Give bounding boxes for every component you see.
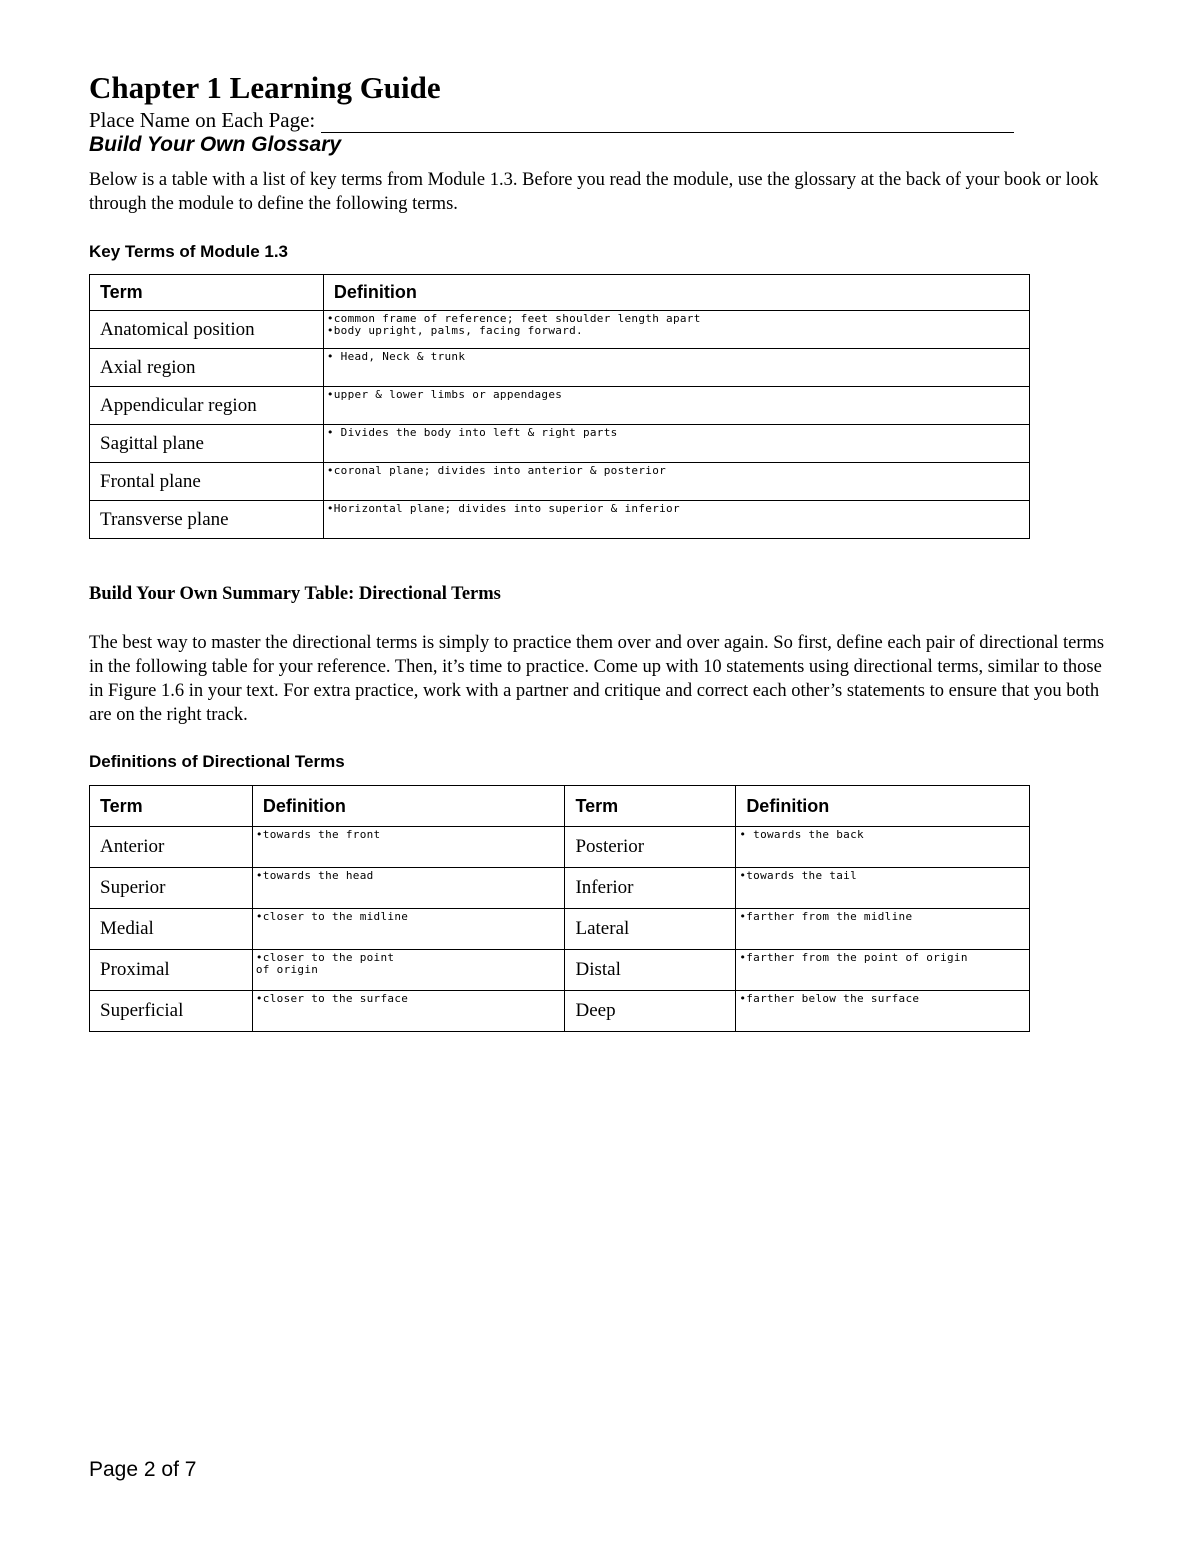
glossary-table [89,274,1030,539]
glossary-term: Frontal plane [90,463,324,501]
glossary-definition: •common frame of reference; feet shoulder length apart •body upright, palms, facing forward. [326,312,701,337]
directional-definition: •towards the head [255,869,374,882]
glossary-term: Axial region [90,349,324,387]
glossary-definition-cell[interactable] [323,463,1029,501]
directional-definition: •towards the front [255,828,381,841]
glossary-definition: •Horizontal plane; divides into superior & inferior [326,502,680,515]
directional-col-definition: Definition [252,786,565,827]
glossary-definition-cell[interactable] [323,425,1029,463]
directional-definition: •farther below the surface [739,992,920,1005]
table-row [90,463,1030,501]
name-line [89,108,1014,133]
directional-term: Superficial [90,991,253,1032]
summary-paragraph: The best way to master the directional terms is simply to practice them over and over again. So first, define each pair of directional terms in the following table for your reference. Then, it’s time to practice. Come up with 10 statements using directional terms, similar to those in Figure 1.6 in your text. For extra practice, work with a partner and critique and correct each other’s statements to ensure that you both are on the right track. [89,633,1105,725]
glossary-header-row [90,275,1030,311]
directional-definition-cell[interactable] [736,950,1030,991]
directional-term: Deep [565,991,736,1032]
directional-definition-cell[interactable] [736,909,1030,950]
name-blank[interactable] [321,110,1014,133]
name-prompt: Place Name on Each Page: [89,108,316,132]
glossary-col-definition: Definition [323,275,1029,311]
glossary-definition: •upper & lower limbs or appendages [326,388,563,401]
directional-definition-cell[interactable] [736,868,1030,909]
glossary-term: Transverse plane [90,501,324,539]
glossary-heading: Key Terms of Module 1.3 [89,242,289,261]
directional-col-term-2: Term [565,786,736,827]
glossary-definition-cell[interactable] [323,501,1029,539]
directional-definition-cell[interactable] [252,909,565,950]
directional-definition: •closer to the point of origin [255,951,395,976]
directional-definition-cell[interactable] [252,950,565,991]
section-subtitle: Build Your Own Glossary [89,133,342,156]
glossary-col-term: Term [90,275,324,311]
table-row [90,387,1030,425]
summary-heading: Build Your Own Summary Table: Directional Terms [89,584,501,604]
directional-definition-cell[interactable] [252,827,565,868]
directional-term: Inferior [565,868,736,909]
directional-definition: •towards the tail [739,869,857,882]
glossary-definition: •coronal plane; divides into anterior & posterior [326,464,667,477]
table-row [90,425,1030,463]
directional-term: Lateral [565,909,736,950]
page-number: Page 2 of 7 [89,1458,197,1481]
directional-term: Posterior [565,827,736,868]
glossary-definition-cell[interactable] [323,349,1029,387]
intro-paragraph: Below is a table with a list of key terms from Module 1.3. Before you read the module, use the glossary at the back of your book or look through the module to define the following terms. [89,170,1099,214]
table-row [90,349,1030,387]
directional-col-definition-2: Definition [736,786,1030,827]
directional-definition-cell[interactable] [736,991,1030,1032]
directional-term: Anterior [90,827,253,868]
directional-definition: •farther from the point of origin [739,951,968,964]
directional-definition-cell[interactable] [736,827,1030,868]
directional-definition-cell[interactable] [252,991,565,1032]
directional-header-row [90,786,1030,827]
glossary-term: Sagittal plane [90,425,324,463]
table-row [90,311,1030,349]
table-row [90,991,1030,1032]
table-row [90,868,1030,909]
directional-heading: Definitions of Directional Terms [89,752,345,771]
directional-definition: •closer to the midline [255,910,409,923]
glossary-definition: • Divides the body into left & right parts [326,426,618,439]
table-row [90,827,1030,868]
directional-col-term: Term [90,786,253,827]
directional-table [89,785,1030,1032]
directional-definition: • towards the back [739,828,864,841]
directional-term: Superior [90,868,253,909]
glossary-definition: • Head, Neck & trunk [326,350,466,363]
table-row [90,950,1030,991]
directional-definition: •closer to the surface [255,992,409,1005]
page-title: Chapter 1 Learning Guide [89,70,441,105]
glossary-definition-cell[interactable] [323,387,1029,425]
directional-term: Medial [90,909,253,950]
directional-term: Proximal [90,950,253,991]
directional-definition-cell[interactable] [252,868,565,909]
directional-term: Distal [565,950,736,991]
directional-definition: •farther from the midline [739,910,913,923]
table-row [90,501,1030,539]
glossary-term: Anatomical position [90,311,324,349]
glossary-term: Appendicular region [90,387,324,425]
glossary-definition-cell[interactable] [323,311,1029,349]
table-row [90,909,1030,950]
